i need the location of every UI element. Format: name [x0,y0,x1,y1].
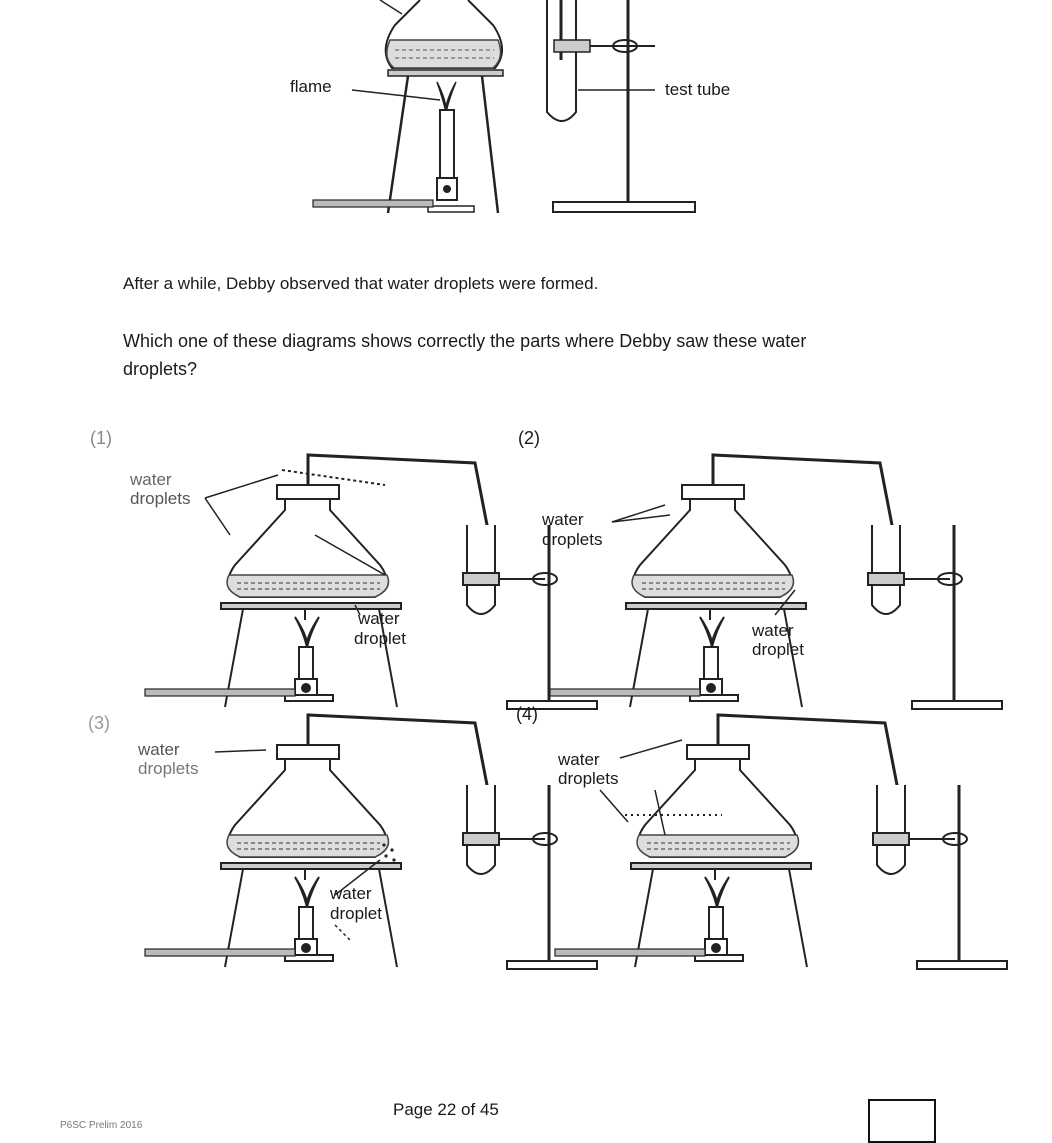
marks-box [868,1099,936,1143]
option-1-label-water: water [130,470,172,489]
option-2-label-water-2: water [752,621,794,640]
option-3-label-droplets: droplets [138,759,199,778]
option-3-label-water: water [138,740,180,759]
option-4-diagram [555,715,1007,969]
option-2-label-droplets: droplets [542,530,603,549]
observation-text: After a while, Debby observed that water droplets were formed. [123,274,599,293]
option-3-diagram [145,715,597,969]
paper-code: P6SC Prelim 2016 [60,1120,143,1131]
option-3-number: (3) [88,713,110,733]
option-1-label-water-2: water [358,609,400,628]
top-apparatus-figure [313,0,695,213]
option-1-label-droplets: droplets [130,489,191,508]
option-1-diagram [145,455,597,709]
option-2-label-droplet: droplet [752,640,804,659]
option-1-label-droplet: droplet [354,629,406,648]
option-4-label-water: water [558,750,600,769]
page-number: Page 22 of 45 [393,1100,499,1119]
option-3-label-water-2: water [330,884,372,903]
option-1-number: (1) [90,428,112,448]
question-prompt: Which one of these diagrams shows correctly the parts where Debby saw these water droplets? [123,331,807,379]
option-2-label-water: water [542,510,584,529]
test-tube-label: test tube [665,80,731,99]
flame-label: flame [290,77,332,96]
option-2-number: (2) [518,428,540,448]
option-4-number: (4) [516,704,538,724]
option-4-label-droplets: droplets [558,769,619,788]
option-3-label-droplet: droplet [330,904,382,923]
option-2-diagram [550,455,1002,709]
